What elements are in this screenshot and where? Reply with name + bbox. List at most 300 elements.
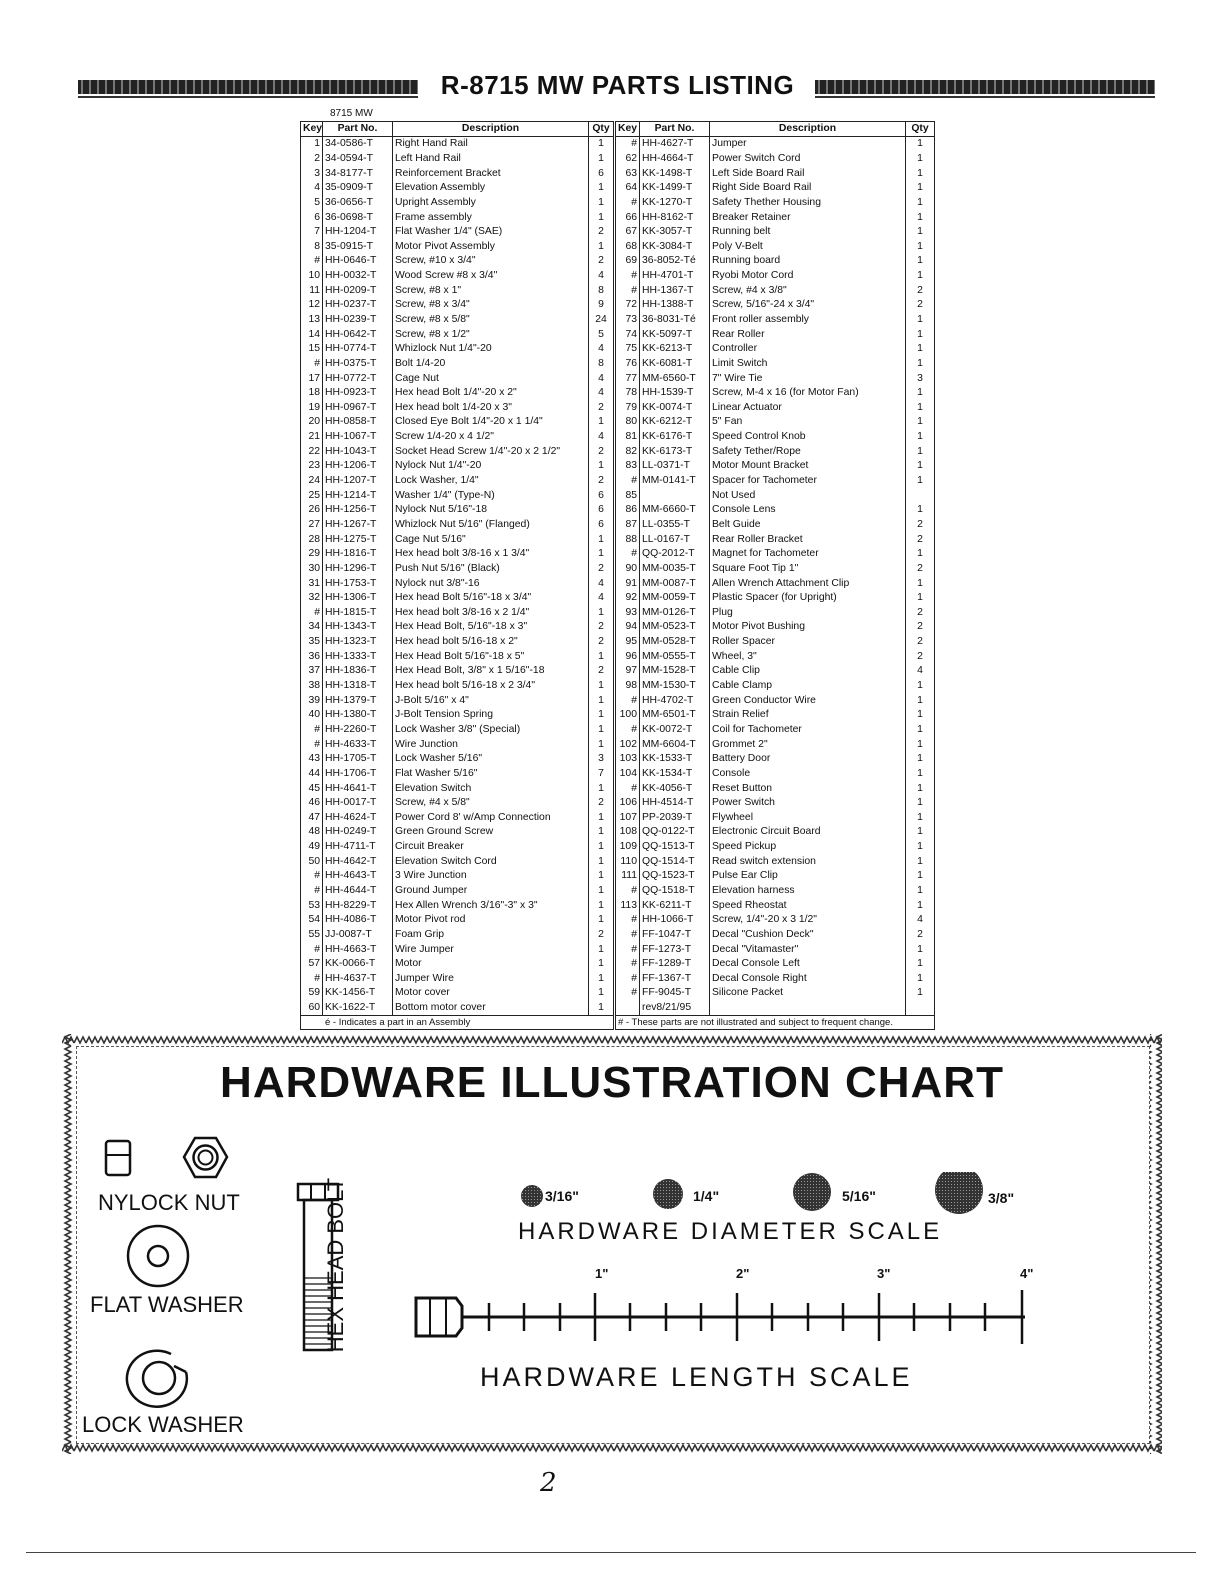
key-cell: 46 [301, 796, 323, 811]
description-cell: Elevation Switch Cord [393, 854, 589, 869]
inch-label-1: 1" [595, 1266, 609, 1281]
description-cell: Green Conductor Wire [710, 693, 906, 708]
qty-cell: 1 [906, 152, 935, 167]
description-cell: Safety Tether/Rope [710, 444, 906, 459]
part-no-cell: HH-1296-T [323, 562, 393, 577]
qty-cell: 8 [589, 283, 615, 298]
qty-cell: 1 [589, 957, 615, 972]
key-cell: # [615, 928, 640, 943]
qty-cell: 2 [589, 444, 615, 459]
key-cell: 6 [301, 210, 323, 225]
diameter-label-3-8: 3/8" [988, 1190, 1015, 1206]
key-cell: 39 [301, 693, 323, 708]
part-no-cell: KK-6176-T [640, 430, 710, 445]
key-cell: 34 [301, 620, 323, 635]
qty-cell: 2 [906, 532, 935, 547]
part-no-cell: KK-5097-T [640, 327, 710, 342]
description-cell: Hex head bolt 1/4-20 x 3" [393, 401, 589, 416]
qty-cell: 2 [906, 635, 935, 650]
description-cell: Plastic Spacer (for Upright) [710, 591, 906, 606]
part-no-cell: MM-1528-T [640, 664, 710, 679]
description-cell: Safety Thether Housing [710, 196, 906, 211]
description-cell: Hex head bolt 5/16-18 x 2 3/4" [393, 679, 589, 694]
table-row [301, 620, 935, 635]
diameter-label-5-16: 5/16" [842, 1188, 876, 1204]
qty-cell: 1 [906, 723, 935, 738]
key-cell: # [301, 737, 323, 752]
part-no-cell: HH-4701-T [640, 269, 710, 284]
qty-cell: 1 [589, 1001, 615, 1016]
description-cell: Elevation Switch [393, 781, 589, 796]
part-no-cell: HH-4642-T [323, 854, 393, 869]
key-cell [615, 1001, 640, 1016]
part-no-cell: 36-8031-Té [640, 313, 710, 328]
part-no-cell: HH-1343-T [323, 620, 393, 635]
key-cell: 76 [615, 357, 640, 372]
key-cell: 113 [615, 898, 640, 913]
key-cell: # [615, 723, 640, 738]
part-no-cell: KK-1499-T [640, 181, 710, 196]
qty-cell: 1 [589, 869, 615, 884]
qty-cell: 1 [906, 166, 935, 181]
key-cell: 27 [301, 518, 323, 533]
table-row [301, 357, 935, 372]
table-row [301, 825, 935, 840]
part-no-cell: HH-1836-T [323, 664, 393, 679]
key-cell: 10 [301, 269, 323, 284]
qty-cell: 1 [589, 854, 615, 869]
table-row [301, 928, 935, 943]
lock-washer-icon [116, 1342, 206, 1412]
part-no-cell: MM-1530-T [640, 679, 710, 694]
table-row [301, 430, 935, 445]
key-cell: 59 [301, 986, 323, 1001]
description-cell: Decal "Cushion Deck" [710, 928, 906, 943]
table-row [301, 239, 935, 254]
qty-cell: 9 [589, 298, 615, 313]
description-cell: Strain Relief [710, 708, 906, 723]
table-row [301, 444, 935, 459]
description-cell: Silicone Packet [710, 986, 906, 1001]
bottom-rule [26, 1552, 1196, 1553]
part-no-cell: HH-4637-T [323, 972, 393, 987]
key-cell: 12 [301, 298, 323, 313]
qty-cell: 2 [589, 562, 615, 577]
description-cell: Wire Junction [393, 737, 589, 752]
description-cell: Screw, #4 x 3/8" [710, 283, 906, 298]
header-underline-left [78, 96, 418, 98]
part-no-cell: FF-1289-T [640, 957, 710, 972]
key-cell: 87 [615, 518, 640, 533]
key-cell: 25 [301, 488, 323, 503]
part-no-cell: HH-8162-T [640, 210, 710, 225]
page-title: R-8715 MW PARTS LISTING [440, 70, 795, 100]
part-no-cell: HH-1815-T [323, 606, 393, 621]
key-cell: # [301, 723, 323, 738]
col-key: Key [615, 122, 640, 137]
part-no-cell: HH-4711-T [323, 840, 393, 855]
key-cell: 48 [301, 825, 323, 840]
description-cell: Console [710, 767, 906, 782]
qty-cell [906, 488, 935, 503]
qty-cell: 1 [589, 137, 615, 152]
part-no-cell: HH-4633-T [323, 737, 393, 752]
key-cell: # [615, 942, 640, 957]
inch-label-2: 2" [736, 1266, 750, 1281]
length-ruler [410, 1278, 1040, 1358]
col-part-no: Part No. [640, 122, 710, 137]
key-cell: # [615, 986, 640, 1001]
part-no-cell: HH-1204-T [323, 225, 393, 240]
key-cell: # [615, 693, 640, 708]
key-cell: 68 [615, 239, 640, 254]
flat-washer-icon [120, 1222, 200, 1292]
key-cell: 53 [301, 898, 323, 913]
hex-head-bolt-label: HEX HEAD BOLT [323, 1177, 348, 1353]
key-cell: 55 [301, 928, 323, 943]
part-no-cell: KK-1622-T [323, 1001, 393, 1016]
diameter-dot-3-16 [521, 1185, 543, 1207]
description-cell: Bottom motor cover [393, 1001, 589, 1016]
description-cell: Motor [393, 957, 589, 972]
qty-cell: 1 [906, 547, 935, 562]
key-cell: 8 [301, 239, 323, 254]
qty-cell: 1 [589, 898, 615, 913]
key-cell: # [615, 283, 640, 298]
key-cell: # [615, 913, 640, 928]
qty-cell: 1 [906, 986, 935, 1001]
part-no-cell: LL-0371-T [640, 459, 710, 474]
table-row [301, 723, 935, 738]
part-no-cell: HH-1256-T [323, 503, 393, 518]
table-row [301, 913, 935, 928]
diameter-dots [510, 1172, 1000, 1224]
part-no-cell: HH-4086-T [323, 913, 393, 928]
col-description: Description [710, 122, 906, 137]
description-cell: Square Foot Tip 1" [710, 562, 906, 577]
qty-cell: 4 [589, 576, 615, 591]
part-no-cell: HH-1816-T [323, 547, 393, 562]
key-cell: 31 [301, 576, 323, 591]
description-cell: Limit Switch [710, 357, 906, 372]
description-cell: Motor Pivot Bushing [710, 620, 906, 635]
description-cell: Right Hand Rail [393, 137, 589, 152]
description-cell: Cage Nut 5/16" [393, 532, 589, 547]
part-no-cell: HH-1539-T [640, 386, 710, 401]
table-row [301, 840, 935, 855]
part-no-cell: HH-1207-T [323, 474, 393, 489]
key-cell: 38 [301, 679, 323, 694]
key-cell: 77 [615, 371, 640, 386]
key-cell: 28 [301, 532, 323, 547]
description-cell: Hex head bolt 3/8-16 x 2 1/4" [393, 606, 589, 621]
part-no-cell: HH-1267-T [323, 518, 393, 533]
description-cell: Decal Console Left [710, 957, 906, 972]
diameter-scale-title: HARDWARE DIAMETER SCALE [518, 1218, 943, 1245]
description-cell: Coil for Tachometer [710, 723, 906, 738]
qty-cell: 1 [906, 386, 935, 401]
key-cell: 90 [615, 562, 640, 577]
key-cell: 2 [301, 152, 323, 167]
part-no-cell: HH-1380-T [323, 708, 393, 723]
description-cell: Controller [710, 342, 906, 357]
table-row [301, 152, 935, 167]
part-no-cell: HH-0772-T [323, 371, 393, 386]
description-cell: Power Switch Cord [710, 152, 906, 167]
key-cell: # [301, 606, 323, 621]
qty-cell: 1 [906, 239, 935, 254]
part-no-cell: KK-0066-T [323, 957, 393, 972]
key-cell: 14 [301, 327, 323, 342]
key-cell: 44 [301, 767, 323, 782]
qty-cell: 6 [589, 166, 615, 181]
diameter-dot-3-8 [935, 1172, 983, 1214]
part-no-cell: 34-8177-T [323, 166, 393, 181]
part-no-cell: HH-4624-T [323, 810, 393, 825]
diameter-label-1-4: 1/4" [693, 1188, 720, 1204]
description-cell: Breaker Retainer [710, 210, 906, 225]
page-number: 2 [540, 1468, 557, 1498]
description-cell: Screw 1/4-20 x 4 1/2" [393, 430, 589, 445]
inch-label-4: 4" [1020, 1266, 1034, 1281]
qty-cell: 1 [589, 840, 615, 855]
key-cell: 85 [615, 488, 640, 503]
table-row [301, 166, 935, 181]
qty-cell: 1 [906, 942, 935, 957]
description-cell: Hex Allen Wrench 3/16"-3" x 3" [393, 898, 589, 913]
key-cell: 81 [615, 430, 640, 445]
description-cell: Ground Jumper [393, 884, 589, 899]
part-no-cell: KK-1456-T [323, 986, 393, 1001]
flat-washer-label: FLAT WASHER [90, 1292, 244, 1317]
key-cell: # [301, 357, 323, 372]
key-cell: # [615, 547, 640, 562]
qty-cell: 4 [906, 913, 935, 928]
part-no-cell: FF-1047-T [640, 928, 710, 943]
part-no-cell: QQ-2012-T [640, 547, 710, 562]
part-no-cell: HH-2260-T [323, 723, 393, 738]
description-cell: Hex head Bolt 1/4"-20 x 2" [393, 386, 589, 401]
key-cell: 79 [615, 401, 640, 416]
description-cell: Lock Washer, 1/4" [393, 474, 589, 489]
part-no-cell: HH-1388-T [640, 298, 710, 313]
qty-cell: 2 [589, 928, 615, 943]
model-label: 8715 MW [330, 108, 373, 119]
part-no-cell: HH-1043-T [323, 444, 393, 459]
description-cell: Hex head bolt 5/16-18 x 2" [393, 635, 589, 650]
qty-cell: 1 [589, 415, 615, 430]
part-no-cell: KK-1498-T [640, 166, 710, 181]
key-cell: 49 [301, 840, 323, 855]
description-cell: Motor Mount Bracket [710, 459, 906, 474]
key-cell: 22 [301, 444, 323, 459]
qty-cell: 1 [906, 181, 935, 196]
part-no-cell: MM-6660-T [640, 503, 710, 518]
table-row [301, 137, 935, 152]
part-no-cell: JJ-0087-T [323, 928, 393, 943]
table-row [301, 767, 935, 782]
description-cell: Rear Roller Bracket [710, 532, 906, 547]
key-cell: 86 [615, 503, 640, 518]
key-cell: 54 [301, 913, 323, 928]
description-cell: Elevation Assembly [393, 181, 589, 196]
description-cell: Cable Clip [710, 664, 906, 679]
table-row [301, 664, 935, 679]
parts-table [300, 121, 935, 1030]
part-no-cell: HH-1333-T [323, 649, 393, 664]
key-cell: 15 [301, 342, 323, 357]
qty-cell: 1 [589, 942, 615, 957]
qty-cell: 1 [906, 796, 935, 811]
qty-cell: 1 [589, 239, 615, 254]
key-cell: 18 [301, 386, 323, 401]
description-cell: Hex Head Bolt, 5/16"-18 x 3" [393, 620, 589, 635]
description-cell: Poly V-Belt [710, 239, 906, 254]
table-row [301, 283, 935, 298]
qty-cell: 1 [906, 767, 935, 782]
part-no-cell: HH-1753-T [323, 576, 393, 591]
table-row [301, 196, 935, 211]
part-no-cell: 36-8052-Té [640, 254, 710, 269]
table-row [301, 576, 935, 591]
table-row [301, 532, 935, 547]
qty-cell: 1 [906, 693, 935, 708]
description-cell: Circuit Breaker [393, 840, 589, 855]
qty-cell: 2 [589, 620, 615, 635]
key-cell: # [615, 972, 640, 987]
part-no-cell: MM-6604-T [640, 737, 710, 752]
part-no-cell: HH-0017-T [323, 796, 393, 811]
description-cell: Screw, #4 x 5/8" [393, 796, 589, 811]
part-no-cell: HH-1306-T [323, 591, 393, 606]
qty-cell: 1 [906, 357, 935, 372]
qty-cell: 4 [589, 269, 615, 284]
description-cell: Screw, #8 x 1" [393, 283, 589, 298]
description-cell: Wood Screw #8 x 3/4" [393, 269, 589, 284]
table-row [301, 986, 935, 1001]
key-cell: 91 [615, 576, 640, 591]
key-cell: 103 [615, 752, 640, 767]
table-row [301, 254, 935, 269]
qty-cell: 1 [589, 196, 615, 211]
hardware-chart-title: HARDWARE ILLUSTRATION CHART [220, 1058, 1004, 1107]
diameter-dot-5-16 [793, 1173, 831, 1211]
part-no-cell: MM-0555-T [640, 649, 710, 664]
qty-cell: 1 [589, 972, 615, 987]
part-no-cell: MM-6501-T [640, 708, 710, 723]
key-cell: 88 [615, 532, 640, 547]
nylock-nut-icon [100, 1135, 250, 1185]
description-cell: Screw, #8 x 3/4" [393, 298, 589, 313]
description-cell: Cage Nut [393, 371, 589, 386]
description-cell: Cable Clamp [710, 679, 906, 694]
table-row [301, 386, 935, 401]
qty-cell: 1 [589, 547, 615, 562]
qty-cell: 4 [589, 342, 615, 357]
part-no-cell: MM-0035-T [640, 562, 710, 577]
description-cell: Flat Washer 5/16" [393, 767, 589, 782]
part-no-cell: QQ-0122-T [640, 825, 710, 840]
description-cell: Front roller assembly [710, 313, 906, 328]
key-cell: # [615, 196, 640, 211]
description-cell: Electronic Circuit Board [710, 825, 906, 840]
qty-cell: 1 [906, 972, 935, 987]
qty-cell: 1 [589, 210, 615, 225]
qty-cell: 1 [589, 649, 615, 664]
inch-label-3: 3" [877, 1266, 891, 1281]
qty-cell: 4 [906, 664, 935, 679]
table-row [301, 1001, 935, 1016]
table-row [301, 225, 935, 240]
qty-cell: 1 [906, 825, 935, 840]
qty-cell: 1 [589, 913, 615, 928]
qty-cell: 1 [906, 225, 935, 240]
qty-cell: 3 [589, 752, 615, 767]
key-cell: 106 [615, 796, 640, 811]
key-cell: 93 [615, 606, 640, 621]
description-cell: Hex Head Bolt 5/16"-18 x 5" [393, 649, 589, 664]
description-cell: Left Hand Rail [393, 152, 589, 167]
table-row [301, 942, 935, 957]
description-cell: Screw, #10 x 3/4" [393, 254, 589, 269]
key-cell: 110 [615, 854, 640, 869]
description-cell: Spacer for Tachometer [710, 474, 906, 489]
qty-cell: 1 [906, 137, 935, 152]
description-cell: Washer 1/4" (Type-N) [393, 488, 589, 503]
description-cell: Battery Door [710, 752, 906, 767]
table-row [301, 972, 935, 987]
description-cell: Whizlock Nut 1/4"-20 [393, 342, 589, 357]
description-cell: 5" Fan [710, 415, 906, 430]
part-no-cell: HH-4514-T [640, 796, 710, 811]
part-no-cell: KK-0074-T [640, 401, 710, 416]
part-no-cell: KK-1534-T [640, 767, 710, 782]
key-cell: 83 [615, 459, 640, 474]
header-rule-right [815, 80, 1155, 94]
key-cell: 96 [615, 649, 640, 664]
qty-cell: 6 [589, 503, 615, 518]
qty-cell: 1 [589, 884, 615, 899]
key-cell: 67 [615, 225, 640, 240]
description-cell: Lock Washer 3/8" (Special) [393, 723, 589, 738]
description-cell: Flat Washer 1/4" (SAE) [393, 225, 589, 240]
description-cell: Grommet 2" [710, 737, 906, 752]
col-qty: Qty [906, 122, 935, 137]
part-no-cell: HH-0923-T [323, 386, 393, 401]
part-no-cell: MM-0523-T [640, 620, 710, 635]
part-no-cell: HH-0774-T [323, 342, 393, 357]
part-no-cell: HH-1066-T [640, 913, 710, 928]
key-cell: # [615, 781, 640, 796]
key-cell: 29 [301, 547, 323, 562]
key-cell: 75 [615, 342, 640, 357]
diameter-label-3-16: 3/16" [545, 1188, 579, 1204]
table-row [301, 503, 935, 518]
col-qty: Qty [589, 122, 615, 137]
part-no-cell: KK-6213-T [640, 342, 710, 357]
part-no-cell: QQ-1518-T [640, 884, 710, 899]
qty-cell: 1 [906, 898, 935, 913]
key-cell: 19 [301, 401, 323, 416]
description-cell: Left Side Board Rail [710, 166, 906, 181]
part-no-cell: HH-1323-T [323, 635, 393, 650]
part-no-cell: HH-4627-T [640, 137, 710, 152]
qty-cell: 1 [589, 723, 615, 738]
qty-cell: 6 [589, 518, 615, 533]
description-cell: Bolt 1/4-20 [393, 357, 589, 372]
qty-cell: 2 [906, 562, 935, 577]
not-illustrated-note: # - These parts are not illustrated and subject to frequent change. [615, 1016, 935, 1030]
